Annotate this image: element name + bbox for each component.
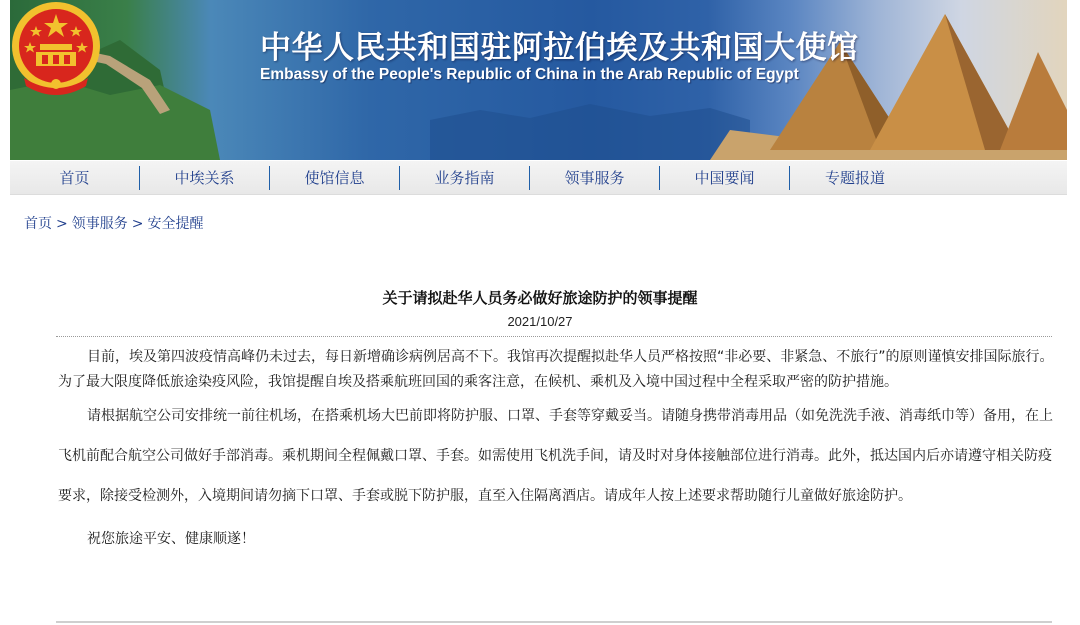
- article-date: 2021/10/27: [507, 314, 573, 329]
- article-paragraph: 目前，埃及第四波疫情高峰仍未过去，每日新增确诊病例居高不下。我馆再次提醒拟赴华人员严格按照“非必要、非紧急、不旅行”的原则谨慎安排国际旅行。为了最大限度降低旅途染疫风险，我馆提醒自埃及搭乘航班回国的乘客注意，在候机、乘机及入境中国过程中全程采取严密的防护措施。: [58, 349, 1054, 390]
- national-emblem-icon: [10, 0, 102, 96]
- breadcrumb: [24, 213, 203, 233]
- nav-consular-services[interactable]: 领事服务: [530, 166, 660, 190]
- article-body: [58, 345, 1054, 559]
- breadcrumb-separator: >: [56, 216, 68, 232]
- breadcrumb-home[interactable]: 首页: [24, 216, 52, 232]
- article-paragraph: 请根据航空公司安排统一前往机场，在搭乘机场大巴前即将防护服、口罩、手套等穿戴妥当。请随身携带消毒用品（如免洗洗手液、消毒纸巾等）备用，在上飞机前配合航空公司做好手部消毒。乘机期间全程佩戴口罩、手套。如需使用飞机洗手间，请及时对身体接触部位进行消毒。此外，抵达国内后亦请遵守相关防疫要求，除接受检测外，入境期间请勿摘下口罩、手套或脱下防护服，直至入住隔离酒店。请成年人按上述要求帮助随行儿童做好旅途防护。: [58, 408, 1053, 504]
- article-title: 关于请拟赴华人员务必做好旅途防护的领事提醒: [382, 289, 698, 307]
- pyramid-right: [1000, 52, 1067, 150]
- header-banner: [10, 0, 1067, 160]
- footer-divider: [56, 621, 1052, 623]
- breadcrumb-separator: >: [131, 216, 144, 232]
- embassy-title-cn: 中华人民共和国驻阿拉伯埃及共和国大使馆: [260, 30, 859, 66]
- article-paragraph: 祝您旅途平安、健康顺遂！: [87, 531, 255, 547]
- title-divider: [56, 336, 1052, 337]
- embassy-title-en: Embassy of the People's Republic of China in the Arab Republic of Egypt: [260, 66, 799, 83]
- city-silhouette: [430, 104, 750, 160]
- main-nav: [10, 161, 1067, 195]
- nav-special-reports[interactable]: 专题报道: [824, 168, 885, 187]
- nav-china-news[interactable]: 中国要闻: [660, 166, 790, 190]
- nav-china-egypt-relations[interactable]: 中埃关系: [140, 166, 270, 190]
- nav-embassy-info[interactable]: 使馆信息: [270, 166, 400, 190]
- nav-service-guide[interactable]: 业务指南: [400, 166, 530, 190]
- breadcrumb-consular-services[interactable]: 领事服务: [71, 216, 128, 232]
- nav-home[interactable]: 首页: [10, 166, 140, 190]
- breadcrumb-safety-alert[interactable]: 安全提醒: [147, 216, 204, 232]
